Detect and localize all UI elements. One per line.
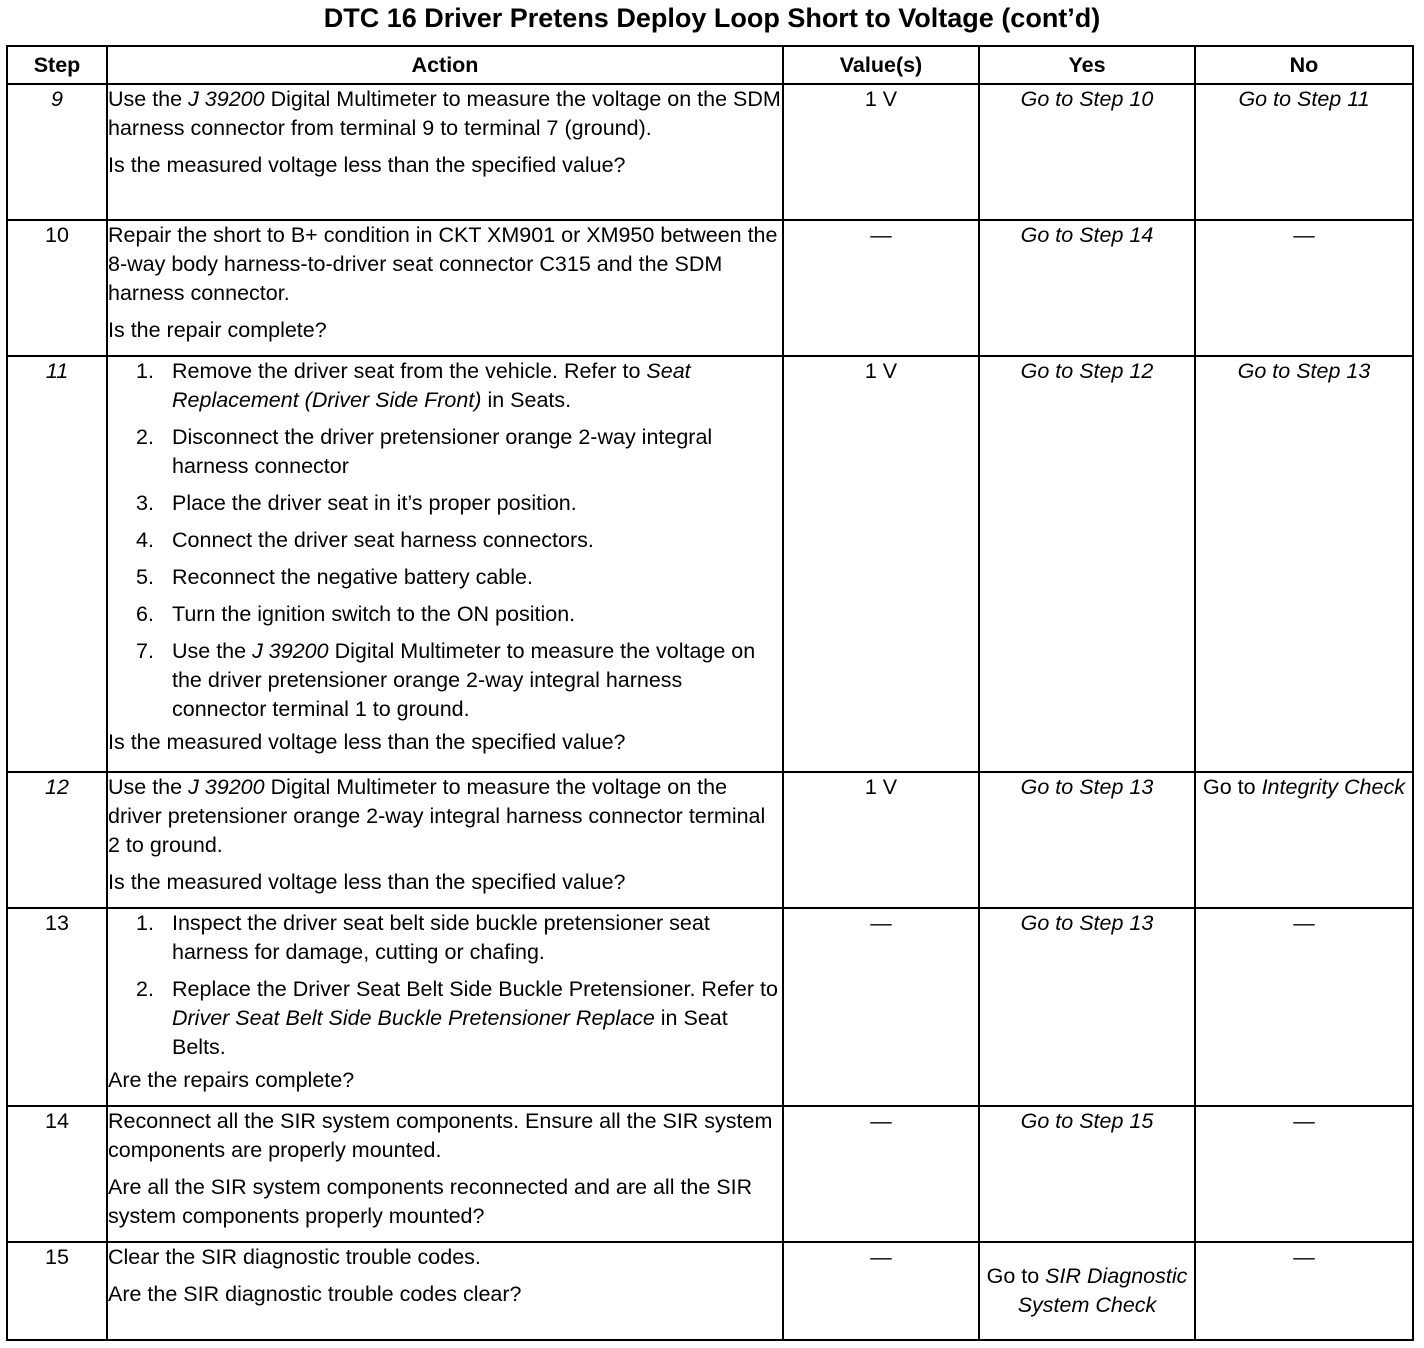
- table-row: [7, 1242, 1413, 1340]
- table-row: [7, 1106, 1413, 1242]
- yes-link[interactable]: Go to Step 10: [979, 84, 1195, 220]
- action-text: Use the J 39200 Digital Multimeter to measure the voltage on the SDM harness connector from terminal 9 to terminal 7 (ground).: [108, 87, 781, 140]
- step-number: 11: [7, 356, 107, 772]
- table-row: [7, 356, 1413, 772]
- action-cell: [107, 84, 783, 220]
- step-number: 9: [7, 84, 107, 220]
- list-item: 1. Remove the driver seat from the vehicle. Refer to Seat Replacement (Driver Side Front) in Seats.: [136, 359, 691, 412]
- value-cell: 1 V: [783, 84, 979, 220]
- list-item: 3. Place the driver seat in it’s proper position.: [136, 491, 577, 515]
- table-row: [7, 908, 1413, 1106]
- value-cell: 1 V: [783, 356, 979, 772]
- action-cell: [107, 1242, 783, 1340]
- list-item: 7. Use the J 39200 Digital Multimeter to measure the voltage on the driver pretensioner orange 2-way integral harness connector terminal 1 to ground.: [136, 639, 756, 721]
- list-item: 2. Disconnect the driver pretensioner orange 2-way integral harness connector: [136, 425, 713, 478]
- action-cell: [107, 220, 783, 356]
- step-number: 13: [7, 908, 107, 1106]
- table-row: [7, 220, 1413, 356]
- value-cell: —: [783, 1106, 979, 1242]
- list-item: 2. Replace the Driver Seat Belt Side Buckle Pretensioner. Refer to Driver Seat Belt Side Buckle Pretensioner Replace in Seat Belts.: [136, 977, 778, 1059]
- action-question: Is the measured voltage less than the specified value?: [108, 153, 626, 177]
- procedure-list: [108, 909, 782, 1062]
- no-value: —: [1195, 1106, 1413, 1242]
- list-item: 4. Connect the driver seat harness connectors.: [136, 528, 594, 552]
- action-question: Are all the SIR system components reconnected and are all the SIR system components properly mounted?: [108, 1175, 753, 1228]
- no-link[interactable]: Go to Step 11: [1195, 84, 1413, 220]
- action-question: Are the repairs complete?: [108, 1068, 355, 1092]
- list-item: 6. Turn the ignition switch to the ON position.: [136, 602, 576, 626]
- header-action: Action: [107, 46, 783, 84]
- procedure-list: [108, 357, 782, 724]
- value-cell: —: [783, 908, 979, 1106]
- step-number: 10: [7, 220, 107, 356]
- table-row: [7, 84, 1413, 220]
- no-value: —: [1195, 908, 1413, 1106]
- action-text: Use the J 39200 Digital Multimeter to measure the voltage on the driver pretensioner orange 2-way integral harness connector terminal 2 to ground.: [108, 775, 766, 857]
- action-question: Is the measured voltage less than the specified value?: [108, 730, 626, 754]
- table-header-row: [7, 46, 1413, 84]
- value-cell: —: [783, 220, 979, 356]
- no-link[interactable]: Go to Step 13: [1195, 356, 1413, 772]
- step-number: 15: [7, 1242, 107, 1340]
- no-value: —: [1195, 1242, 1413, 1340]
- header-step: Step: [7, 46, 107, 84]
- no-link[interactable]: Go to Integrity Check: [1195, 772, 1413, 908]
- list-item: 5. Reconnect the negative battery cable.: [136, 565, 533, 589]
- table-row: [7, 772, 1413, 908]
- step-number: 14: [7, 1106, 107, 1242]
- header-no: No: [1195, 46, 1413, 84]
- action-question: Are the SIR diagnostic trouble codes clear?: [108, 1282, 522, 1306]
- action-question: Is the measured voltage less than the specified value?: [108, 870, 626, 894]
- page-title: DTC 16 Driver Pretens Deploy Loop Short to Voltage (cont’d): [323, 3, 1101, 33]
- action-cell: [107, 908, 783, 1106]
- yes-link[interactable]: Go to SIR Diagnostic System Check: [979, 1242, 1195, 1340]
- step-number: 12: [7, 772, 107, 908]
- list-item: 1. Inspect the driver seat belt side buckle pretensioner seat harness for damage, cutting or chafing.: [136, 911, 710, 964]
- diagnostic-table: [6, 45, 1414, 1341]
- yes-link[interactable]: Go to Step 13: [979, 772, 1195, 908]
- action-text: Reconnect all the SIR system components. Ensure all the SIR system components are properly mounted.: [108, 1109, 773, 1162]
- action-text: Clear the SIR diagnostic trouble codes.: [108, 1245, 481, 1269]
- yes-link[interactable]: Go to Step 15: [979, 1106, 1195, 1242]
- header-yes: Yes: [979, 46, 1195, 84]
- no-value: —: [1195, 220, 1413, 356]
- action-cell: [107, 1106, 783, 1242]
- header-values: Value(s): [783, 46, 979, 84]
- action-cell: [107, 356, 783, 772]
- action-question: Is the repair complete?: [108, 318, 327, 342]
- value-cell: —: [783, 1242, 979, 1340]
- yes-link[interactable]: Go to Step 12: [979, 356, 1195, 772]
- yes-link[interactable]: Go to Step 14: [979, 220, 1195, 356]
- action-cell: [107, 772, 783, 908]
- action-text: Repair the short to B+ condition in CKT XM901 or XM950 between the 8-way body harness-to-driver seat connector C315 and the SDM harness connector.: [108, 223, 778, 305]
- yes-link[interactable]: Go to Step 13: [979, 908, 1195, 1106]
- value-cell: 1 V: [783, 772, 979, 908]
